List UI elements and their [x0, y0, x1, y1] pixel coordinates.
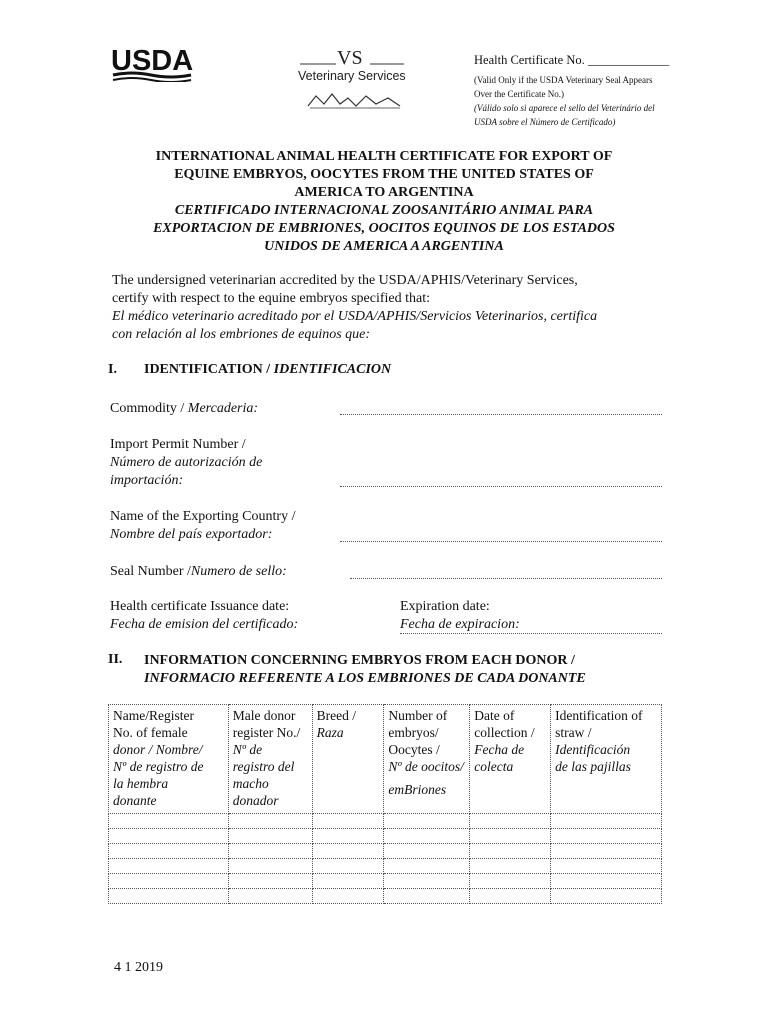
- col6-line-3: Identificación: [555, 742, 631, 757]
- table-cell[interactable]: [551, 829, 662, 844]
- table-cell[interactable]: [551, 814, 662, 829]
- seal-number-label-es: Numero de sello:: [190, 564, 287, 579]
- table-cell[interactable]: [228, 859, 312, 874]
- exporting-country-field[interactable]: [340, 541, 662, 542]
- table-cell[interactable]: [312, 814, 384, 829]
- seal-note-es-1: (Válido solo si aparece el sello del Veterinário del: [474, 103, 655, 113]
- section-2-numeral: II.: [108, 652, 123, 667]
- commodity-label-es: Mercaderia:: [187, 401, 259, 416]
- table-cell[interactable]: [228, 829, 312, 844]
- title-es-2: EXPORTACION DE EMBRIONES, OOCITOS EQUINOS DE LOS ESTADOS: [153, 221, 615, 236]
- seal-note-es-2: USDA sobre el Número de Certificado): [474, 117, 616, 127]
- table-cell[interactable]: [228, 814, 312, 829]
- col-header-number: [384, 705, 470, 814]
- col1-line-6: donante: [113, 793, 157, 808]
- table-cell[interactable]: [109, 889, 229, 904]
- section-1-title: [144, 362, 391, 378]
- col4-line-2: embryos/: [388, 725, 439, 740]
- issuance-date-label: [110, 598, 298, 634]
- table-cell[interactable]: [228, 874, 312, 889]
- expiration-date-field[interactable]: [400, 633, 662, 634]
- table-cell[interactable]: [109, 829, 229, 844]
- intro-es-2: con relación al los embriones de equinos que:: [112, 327, 371, 342]
- col2-line-4: registro del: [232, 759, 295, 774]
- issuance-date-label-es: Fecha de emision del certificado:: [110, 617, 299, 632]
- col5-line-3: Fecha de: [474, 742, 525, 757]
- title-es-3: UNIDOS DE AMERICA A ARGENTINA: [264, 239, 504, 254]
- table-cell[interactable]: [470, 814, 551, 829]
- col5-line-1: Date of: [474, 708, 515, 723]
- intro-en-1: The undersigned veterinarian accredited by the USDA/APHIS/Veterinary Services,: [112, 273, 578, 288]
- intro-statement: [112, 272, 672, 344]
- table-cell[interactable]: [470, 859, 551, 874]
- footer-date: 4 1 2019: [114, 960, 163, 975]
- title-en-2: EQUINE EMBRYOS, OOCYTES FROM THE UNITED STATES OF: [174, 167, 594, 182]
- col4-line-1: Number of: [388, 708, 448, 723]
- col5-line-2: collection /: [474, 725, 535, 740]
- section-1-title-es: IDENTIFICACION: [273, 362, 392, 377]
- table-cell[interactable]: [470, 889, 551, 904]
- table-cell[interactable]: [228, 889, 312, 904]
- exporting-country-label-es: Nombre del país exportador:: [110, 527, 273, 542]
- col4-line-6: emBriones: [388, 782, 447, 797]
- table-cell[interactable]: [470, 829, 551, 844]
- col-header-straw: [551, 705, 662, 814]
- col2-line-2: register No./: [232, 725, 301, 740]
- table-cell[interactable]: [312, 859, 384, 874]
- table-cell[interactable]: [384, 859, 470, 874]
- vs-logo-caption: Veterinary Services: [298, 69, 406, 83]
- table-cell[interactable]: [312, 829, 384, 844]
- col-header-male-donor: [228, 705, 312, 814]
- table-cell[interactable]: [312, 844, 384, 859]
- col-header-date: [470, 705, 551, 814]
- expiration-date-label: [400, 598, 520, 634]
- col1-line-4: Nº de registro de: [113, 759, 204, 774]
- col3-line-2: Raza: [316, 725, 344, 740]
- commodity-label: [110, 400, 258, 418]
- expiration-date-label-en: Expiration date:: [400, 599, 490, 614]
- import-permit-label-en: Import Permit Number /: [110, 437, 246, 452]
- col1-line-1: Name/Register: [113, 708, 194, 723]
- col4-line-4: Nº de oocitos/: [388, 759, 464, 774]
- col-header-breed: [312, 705, 384, 814]
- usda-logo: [111, 42, 193, 82]
- table-cell[interactable]: [312, 889, 384, 904]
- table-cell[interactable]: [384, 829, 470, 844]
- col4-line-3: Oocytes /: [388, 742, 440, 757]
- col2-line-6: donador: [232, 793, 279, 808]
- commodity-field[interactable]: [340, 414, 662, 415]
- import-permit-label: [110, 436, 262, 490]
- intro-es-1: El médico veterinario acreditado por el USDA/APHIS/Servicios Veterinarios, certifica: [112, 309, 598, 324]
- table-cell[interactable]: [228, 844, 312, 859]
- col6-line-4: de las pajillas: [555, 759, 631, 774]
- section-1-title-en: IDENTIFICATION /: [144, 362, 274, 377]
- seal-number-label: [110, 563, 287, 581]
- seal-number-field[interactable]: [350, 578, 662, 579]
- col-header-donor: [109, 705, 229, 814]
- usda-logo-text: USDA: [111, 45, 193, 77]
- seal-number-label-en: Seal Number /: [110, 564, 191, 579]
- col2-line-5: macho: [232, 776, 269, 791]
- col6-line-1: Identification of: [555, 708, 643, 723]
- col1-line-5: la hembra: [113, 776, 169, 791]
- table-cell[interactable]: [109, 859, 229, 874]
- commodity-label-en: Commodity /: [110, 401, 188, 416]
- title-en-1: INTERNATIONAL ANIMAL HEALTH CERTIFICATE FOR EXPORT OF: [155, 149, 613, 164]
- section-2-title: [144, 652, 586, 688]
- table-cell[interactable]: [470, 844, 551, 859]
- table-cell[interactable]: [109, 844, 229, 859]
- section-2-title-es: INFORMACIO REFERENTE A LOS EMBRIONES DE CADA DONANTE: [144, 671, 586, 686]
- title-en-3: AMERICA TO ARGENTINA: [294, 185, 474, 200]
- seal-note-en-2: Over the Certificate No.): [474, 89, 564, 99]
- table-cell[interactable]: [551, 844, 662, 859]
- expiration-date-label-es: Fecha de expiracion:: [400, 617, 520, 632]
- exporting-country-label-en: Name of the Exporting Country /: [110, 509, 296, 524]
- col3-line-1: Breed /: [316, 708, 356, 723]
- table-row: [109, 859, 662, 874]
- vs-logo: [296, 44, 408, 114]
- seal-note: [474, 73, 689, 129]
- import-permit-label-es-2: importación:: [110, 473, 184, 488]
- col2-line-3: Nº de: [232, 742, 263, 757]
- table-row: [109, 889, 662, 904]
- col1-line-2: No. of female: [113, 725, 188, 740]
- section-1-numeral: I.: [108, 362, 117, 377]
- table-cell[interactable]: [384, 814, 470, 829]
- vs-logo-mark: VS: [337, 47, 363, 69]
- import-permit-field[interactable]: [340, 486, 662, 487]
- table-cell[interactable]: [109, 874, 229, 889]
- table-row: [109, 829, 662, 844]
- seal-note-en-1: (Valid Only if the USDA Veterinary Seal Appears: [474, 75, 653, 85]
- import-permit-label-es-1: Número de autorización de: [110, 455, 263, 470]
- col2-line-1: Male donor: [232, 708, 296, 723]
- section-2-title-en: INFORMATION CONCERNING EMBRYOS FROM EACH DONOR /: [144, 653, 575, 668]
- col1-line-3: donor / Nombre/: [113, 742, 203, 757]
- table-cell[interactable]: [551, 889, 662, 904]
- document-title: [120, 148, 648, 256]
- table-cell[interactable]: [384, 874, 470, 889]
- table-cell[interactable]: [384, 889, 470, 904]
- table-row: [109, 874, 662, 889]
- issuance-date-label-en: Health certificate Issuance date:: [110, 599, 290, 614]
- table-cell[interactable]: [470, 874, 551, 889]
- table-cell[interactable]: [109, 814, 229, 829]
- table-header-row: [109, 705, 662, 814]
- intro-en-2: certify with respect to the equine embryos specified that:: [112, 291, 431, 306]
- table-cell[interactable]: [384, 844, 470, 859]
- table-cell[interactable]: [312, 874, 384, 889]
- title-es-1: CERTIFICADO INTERNACIONAL ZOOSANITÁRIO ANIMAL PARA: [174, 203, 594, 218]
- donor-embryo-table: [108, 704, 662, 904]
- table-row: [109, 844, 662, 859]
- col5-line-4: colecta: [474, 759, 514, 774]
- exporting-country-label: [110, 508, 295, 544]
- health-certificate-number: Health Certificate No. _____________: [474, 53, 670, 67]
- table-row: [109, 814, 662, 829]
- col6-line-2: straw /: [555, 725, 592, 740]
- table-cell[interactable]: [551, 859, 662, 874]
- table-cell[interactable]: [551, 874, 662, 889]
